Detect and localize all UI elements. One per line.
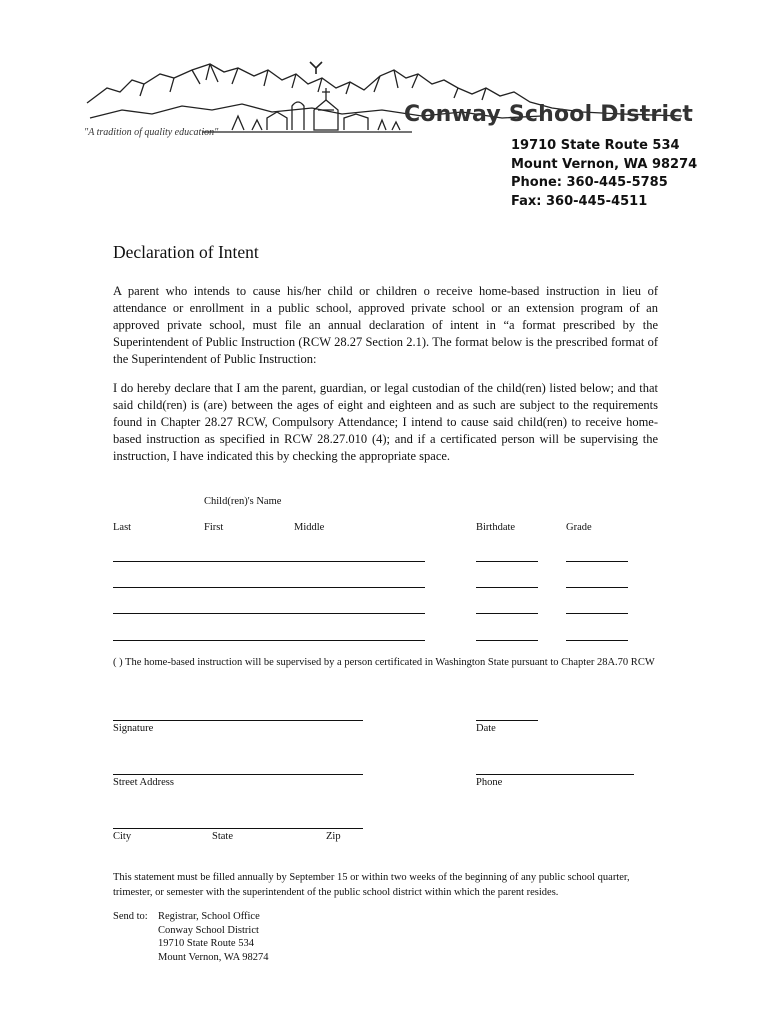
mailing-address — [158, 910, 268, 964]
child-name-field[interactable] — [113, 587, 425, 588]
contact-block — [511, 137, 697, 211]
street-address-label: Street Address — [113, 777, 174, 788]
address-line: 19710 State Route 534 — [511, 138, 680, 153]
state-label: State — [212, 831, 233, 842]
send-to-label: Send to: — [113, 911, 148, 922]
recipient-line: Registrar, School Office — [158, 911, 260, 922]
date-label: Date — [476, 723, 496, 734]
signature-field[interactable] — [113, 720, 363, 721]
birthdate-field[interactable] — [476, 561, 538, 562]
child-name-field[interactable] — [113, 640, 425, 641]
filing-note: This statement must be filled annually by September 15 or within two weeks of the beginning of any public school quarter, trimester, or semester with the superintendent of the public school district within which the parent resides. — [113, 872, 630, 898]
grade-field[interactable] — [566, 613, 628, 614]
col-birthdate: Birthdate — [476, 522, 516, 533]
certification-checkbox-text[interactable]: ( ) The home-based instruction will be supervised by a person certificated in Washington State pursuant to Chapter 28A.70 RCW — [113, 657, 655, 668]
street-address-field[interactable] — [113, 774, 363, 775]
child-name-field[interactable] — [113, 613, 425, 614]
phone-line: Phone: 360-445-5785 — [511, 175, 668, 190]
birthdate-field[interactable] — [476, 613, 538, 614]
children-heading: Child(ren)'s Name — [204, 496, 282, 507]
tagline: "A tradition of quality education" — [84, 127, 219, 138]
grade-field[interactable] — [566, 587, 628, 588]
city-line: Mount Vernon, WA 98274 — [158, 951, 269, 963]
birthdate-field[interactable] — [476, 640, 538, 641]
district-line: Conway School District — [158, 924, 259, 936]
phone-label: Phone — [476, 777, 503, 788]
city-line: Mount Vernon, WA 98274 — [511, 156, 698, 172]
signature-label: Signature — [113, 723, 154, 734]
phone-field[interactable] — [476, 774, 634, 775]
declaration-paragraph: I do hereby declare that I am the parent, guardian, or legal custodian of the child(ren) listed below; and that said child(ren) is (are) between the ages of eight and eighteen and as such are subject to the requirements found in Chapter 28.27 RCW, Compulsory Attendance; I intend to cause said child(ren) to receive home-based instruction as specified in RCW 28.27.010 (4); and if a certificated person will be supervising the instruction, I have indicated this by checking the appropriate space. — [113, 381, 658, 463]
col-last: Last — [113, 522, 132, 533]
child-name-field[interactable] — [113, 561, 425, 562]
zip-label: Zip — [326, 831, 341, 842]
city-state-zip-field[interactable] — [113, 828, 363, 829]
birthdate-field[interactable] — [476, 587, 538, 588]
fax-line: Fax: 360-445-4511 — [511, 193, 648, 209]
col-grade: Grade — [566, 522, 592, 533]
intro-paragraph: A parent who intends to cause his/her child or children o receive home-based instruction in lieu of attendance or enrollment in a public school, approved private school or an extension program of an approved private school, must file an annual declaration of intent in “a format prescribed by the Superintendent of Public Instruction (RCW 28.27 Section 2.1). The format below is the prescribed format of the Superintendent of Public Instruction: — [113, 284, 658, 366]
col-first: First — [204, 522, 224, 533]
street-line: 19710 State Route 534 — [158, 938, 254, 949]
grade-field[interactable] — [566, 640, 628, 641]
col-middle: Middle — [294, 522, 325, 533]
district-name: Conway School District — [404, 102, 694, 127]
city-label: City — [113, 831, 132, 842]
grade-field[interactable] — [566, 561, 628, 562]
date-field[interactable] — [476, 720, 538, 721]
document-title: Declaration of Intent — [113, 242, 259, 262]
